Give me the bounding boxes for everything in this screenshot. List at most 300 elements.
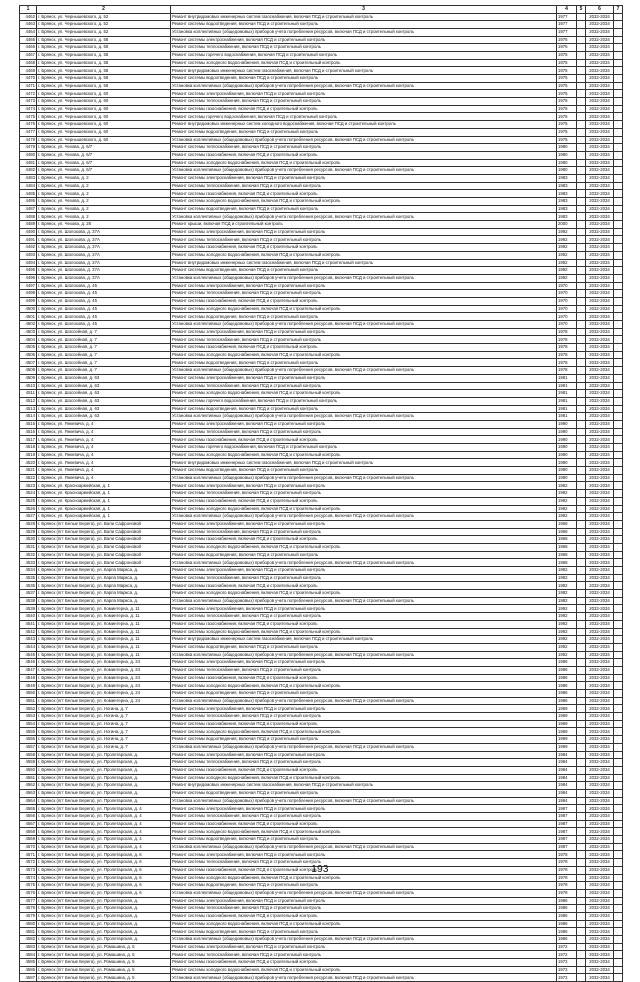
cell-address: г. Брянск (пгт Белые Берега), ул. Карла Маркса, д.: [37, 597, 171, 605]
cell-empty: [577, 98, 586, 106]
cell-number: 4474: [20, 105, 37, 113]
cell-year-built: 1984: [557, 774, 577, 782]
table-row: [20, 82, 623, 90]
cell-address: г. Брянск, ул. Шоссейная, д. 7: [37, 367, 171, 375]
cell-number: 4517: [20, 436, 37, 444]
column-header: 7: [614, 6, 623, 14]
cell-empty: [614, 28, 623, 36]
cell-period: 2032-2034: [586, 528, 614, 536]
cell-empty: [577, 259, 586, 267]
table-row: [20, 690, 623, 698]
cell-year-built: 1990: [557, 459, 577, 467]
cell-empty: [577, 390, 586, 398]
cell-period: 2032-2034: [586, 98, 614, 106]
table-row: [20, 467, 623, 475]
table-row: [20, 943, 623, 951]
cell-year-built: 1977: [557, 28, 577, 36]
cell-empty: [577, 851, 586, 859]
cell-period: 2032-2034: [586, 843, 614, 851]
cell-address: г. Брянск (пгт Белые Берега), ул. Коминтерна, д. 11: [37, 605, 171, 613]
cell-empty: [614, 336, 623, 344]
cell-address: г. Брянск (пгт Белые Берега), ул. Пролетарская, д.: [37, 751, 171, 759]
cell-empty: [577, 328, 586, 336]
cell-address: г. Брянск (пгт Белые Берега), ул. Пролетарская, д. 6: [37, 859, 171, 867]
cell-period: 2032-2034: [586, 820, 614, 828]
cell-number: 4505: [20, 344, 37, 352]
cell-empty: [614, 813, 623, 821]
cell-empty: [577, 713, 586, 721]
cell-empty: [577, 574, 586, 582]
cell-year-built: 1992: [557, 228, 577, 236]
cell-number: 4575: [20, 882, 37, 890]
cell-address: г. Брянск (пгт Белые Берега), ул. Ромашина, д. 5: [37, 974, 171, 982]
cell-period: 2032-2034: [586, 959, 614, 967]
cell-year-built: 1982: [557, 513, 577, 521]
cell-number: 4541: [20, 620, 37, 628]
cell-year-built: 1982: [557, 497, 577, 505]
cell-year-built: 1981: [557, 382, 577, 390]
cell-year-built: 1972: [557, 943, 577, 951]
cell-period: 2032-2034: [586, 321, 614, 329]
cell-number: 4470: [20, 75, 37, 83]
cell-number: 4488: [20, 213, 37, 221]
table-row: [20, 313, 623, 321]
cell-empty: [577, 105, 586, 113]
cell-number: 4467: [20, 51, 37, 59]
cell-empty: [614, 436, 623, 444]
cell-empty: [577, 351, 586, 359]
cell-empty: [577, 943, 586, 951]
cell-year-built: 1975: [557, 75, 577, 83]
cell-number: 4510: [20, 382, 37, 390]
cell-period: 2032-2034: [586, 328, 614, 336]
cell-empty: [577, 643, 586, 651]
table-row: [20, 974, 623, 982]
cell-empty: [614, 105, 623, 113]
cell-work-type: Ремонт системы газоснабжения, включая ПСД и строительный контроль: [171, 190, 557, 198]
cell-address: г. Брянск (пгт Белые Берега), ул. Коминтерна, д. 24: [37, 697, 171, 705]
table-row: [20, 928, 623, 936]
cell-empty: [614, 743, 623, 751]
cell-number: 4563: [20, 789, 37, 797]
cell-empty: [577, 620, 586, 628]
cell-empty: [614, 267, 623, 275]
cell-work-type: Ремонт системы водоотведения, включая ПСД и строительный контроль: [171, 690, 557, 698]
cell-address: г. Брянск, ул. Шоссейная, д. 63: [37, 405, 171, 413]
table-row: [20, 497, 623, 505]
cell-year-built: 1983: [557, 198, 577, 206]
cell-empty: [614, 943, 623, 951]
cell-work-type: Ремонт системы горячего водоснабжения, включая ПСД и строительный контроль: [171, 444, 557, 452]
cell-address: г. Брянск, ул. Шоссейная, д. 63: [37, 382, 171, 390]
cell-work-type: Ремонт внутридомовых инженерных систем газоснабжения, включая ПСД и строительный контроль: [171, 13, 557, 21]
cell-address: г. Брянск, ул. Шоссейная, д. 7: [37, 336, 171, 344]
cell-address: г. Брянск, ул. Янкевича, д. 4: [37, 467, 171, 475]
cell-empty: [577, 920, 586, 928]
cell-work-type: Ремонт системы газоснабжения, включая ПСД и строительный контроль: [171, 866, 557, 874]
cell-address: г. Брянск, ул. Красноармейская, д. 1: [37, 505, 171, 513]
cell-number: 4499: [20, 297, 37, 305]
cell-year-built: 1969: [557, 736, 577, 744]
cell-empty: [577, 636, 586, 644]
cell-work-type: Ремонт крыши, включая ПСД и строительный контроль: [171, 221, 557, 229]
cell-empty: [614, 651, 623, 659]
cell-number: 4524: [20, 490, 37, 498]
cell-address: г. Брянск (пгт Белые Берега), ул. Пролетарская, д.: [37, 782, 171, 790]
cell-empty: [577, 628, 586, 636]
cell-year-built: 1981: [557, 390, 577, 398]
cell-period: 2032-2034: [586, 474, 614, 482]
cell-number: 4479: [20, 144, 37, 152]
cell-number: 4508: [20, 367, 37, 375]
cell-empty: [614, 159, 623, 167]
cell-period: 2032-2034: [586, 374, 614, 382]
cell-work-type: Ремонт системы горячего водоснабжения, включая ПСД и строительный контроль: [171, 397, 557, 405]
cell-period: 2032-2034: [586, 151, 614, 159]
cell-empty: [614, 951, 623, 959]
table-row: [20, 736, 623, 744]
cell-number: 4487: [20, 205, 37, 213]
cell-address: г. Брянск (пгт Белые Берега), ул. Коминтерна, д. 24: [37, 674, 171, 682]
cell-year-built: 1987: [557, 828, 577, 836]
cell-period: 2032-2034: [586, 859, 614, 867]
cell-period: 2032-2034: [586, 697, 614, 705]
cell-empty: [614, 666, 623, 674]
cell-year-built: 1970: [557, 290, 577, 298]
cell-empty: [614, 459, 623, 467]
cell-address: г. Брянск, ул. Шоссейная, д. 63: [37, 397, 171, 405]
cell-address: г. Брянск, ул. Чехова, д. 28: [37, 221, 171, 229]
cell-empty: [614, 936, 623, 944]
cell-year-built: 1983: [557, 182, 577, 190]
cell-period: 2032-2034: [586, 866, 614, 874]
cell-year-built: 1978: [557, 851, 577, 859]
cell-empty: [614, 497, 623, 505]
cell-empty: [614, 912, 623, 920]
column-header: 6: [586, 6, 614, 14]
cell-address: г. Брянск (пгт Белые Берега), ул. Ромашина, д. 5: [37, 943, 171, 951]
cell-period: 2032-2034: [586, 674, 614, 682]
cell-number: 4545: [20, 651, 37, 659]
table-row: [20, 474, 623, 482]
cell-year-built: 1978: [557, 344, 577, 352]
cell-empty: [614, 490, 623, 498]
cell-year-built: 1968: [557, 536, 577, 544]
cell-address: г. Брянск (пгт Белые Берега), ул. Коминтерна, д. 24: [37, 659, 171, 667]
cell-number: 4566: [20, 813, 37, 821]
cell-empty: [577, 559, 586, 567]
cell-period: 2032-2034: [586, 159, 614, 167]
cell-empty: [577, 966, 586, 974]
cell-year-built: 1981: [557, 413, 577, 421]
table-row: [20, 920, 623, 928]
cell-year-built: 1992: [557, 605, 577, 613]
cell-address: г. Брянск, ул. Янкевича, д. 4: [37, 436, 171, 444]
cell-work-type: Установка коллективных (общедомовых) приборов учета потребления ресурсов, включая ПСД и строительный контроль: [171, 513, 557, 521]
cell-empty: [614, 520, 623, 528]
cell-period: 2032-2034: [586, 928, 614, 936]
cell-year-built: 1992: [557, 628, 577, 636]
cell-address: г. Брянск, ул. Чернышевского, д. 60: [37, 105, 171, 113]
cell-year-built: 1986: [557, 928, 577, 936]
table-row: [20, 874, 623, 882]
cell-work-type: Ремонт системы электроснабжения, включая ПСД и строительный контроль: [171, 228, 557, 236]
cell-work-type: Установка коллективных (общедомовых) приборов учета потребления ресурсов, включая ПСД и строительный контроль: [171, 797, 557, 805]
cell-empty: [614, 697, 623, 705]
cell-number: 4491: [20, 236, 37, 244]
cell-empty: [614, 282, 623, 290]
table-row: [20, 336, 623, 344]
cell-year-built: 1986: [557, 905, 577, 913]
cell-empty: [577, 113, 586, 121]
cell-address: г. Брянск (пгт Белые Берега), ул. Ногина, д. 7: [37, 705, 171, 713]
cell-empty: [577, 928, 586, 936]
cell-year-built: 1969: [557, 713, 577, 721]
cell-period: 2032-2034: [586, 182, 614, 190]
cell-number: 4543: [20, 636, 37, 644]
cell-address: г. Брянск, ул. Чернышевского, д. 52: [37, 13, 171, 21]
cell-address: г. Брянск, ул. Шолохова, д. 45: [37, 313, 171, 321]
table-row: [20, 397, 623, 405]
cell-year-built: 1975: [557, 105, 577, 113]
cell-number: 4536: [20, 582, 37, 590]
cell-work-type: Ремонт системы холодного водоснабжения, включая ПСД и строительный контроль: [171, 305, 557, 313]
cell-period: 2032-2034: [586, 359, 614, 367]
cell-work-type: Ремонт системы теплоснабжения, включая ПСД и строительный контроль: [171, 905, 557, 913]
cell-number: 4472: [20, 90, 37, 98]
table-row: [20, 51, 623, 59]
cell-empty: [577, 613, 586, 621]
cell-empty: [577, 213, 586, 221]
cell-year-built: 1968: [557, 520, 577, 528]
cell-address: г. Брянск (пгт Белые Берега), ул. Ногина, д. 7: [37, 713, 171, 721]
cell-address: г. Брянск (пгт Белые Берега), ул. Пролетарская, д. 4: [37, 843, 171, 851]
cell-work-type: Установка коллективных (общедомовых) приборов учета потребления ресурсов, включая ПСД и строительный контроль: [171, 889, 557, 897]
cell-year-built: 1984: [557, 782, 577, 790]
cell-empty: [577, 651, 586, 659]
cell-work-type: Ремонт системы газоснабжения, включая ПСД и строительный контроль: [171, 582, 557, 590]
cell-period: 2032-2034: [586, 221, 614, 229]
cell-empty: [577, 789, 586, 797]
cell-address: г. Брянск, ул. Шолохова, д. 37А: [37, 259, 171, 267]
cell-empty: [614, 390, 623, 398]
cell-year-built: 1978: [557, 328, 577, 336]
cell-address: г. Брянск (пгт Белые Берега), ул. Пролетарская, д. 6: [37, 851, 171, 859]
cell-work-type: Ремонт системы холодного водоснабжения, включая ПСД и строительный контроль: [171, 874, 557, 882]
cell-work-type: Ремонт системы теплоснабжения, включая ПСД и строительный контроль: [171, 182, 557, 190]
table-row: [20, 551, 623, 559]
cell-period: 2032-2034: [586, 951, 614, 959]
cell-year-built: 1990: [557, 420, 577, 428]
cell-year-built: 1986: [557, 697, 577, 705]
table-row: [20, 751, 623, 759]
cell-work-type: Ремонт системы газоснабжения, включая ПСД и строительный контроль: [171, 959, 557, 967]
cell-work-type: Ремонт системы холодного водоснабжения, включая ПСД и строительный контроль: [171, 198, 557, 206]
cell-address: г. Брянск, ул. Шоссейная, д. 63: [37, 413, 171, 421]
cell-empty: [614, 713, 623, 721]
cell-number: 4500: [20, 305, 37, 313]
cell-empty: [577, 467, 586, 475]
cell-period: 2032-2034: [586, 897, 614, 905]
cell-address: г. Брянск, ул. Янкевича, д. 4: [37, 444, 171, 452]
cell-empty: [577, 936, 586, 944]
cell-empty: [577, 290, 586, 298]
cell-work-type: Ремонт системы электроснабжения, включая ПСД и строительный контроль: [171, 567, 557, 575]
cell-address: г. Брянск (пгт Белые Берега), ул. Пролетарская, д.: [37, 905, 171, 913]
cell-year-built: 1992: [557, 267, 577, 275]
cell-year-built: 1987: [557, 836, 577, 844]
cell-number: 4520: [20, 459, 37, 467]
cell-number: 4529: [20, 528, 37, 536]
cell-year-built: 1978: [557, 859, 577, 867]
table-row: [20, 28, 623, 36]
cell-empty: [577, 690, 586, 698]
table-row: [20, 505, 623, 513]
table-row: [20, 67, 623, 75]
cell-year-built: 1990: [557, 428, 577, 436]
cell-empty: [614, 113, 623, 121]
cell-empty: [614, 751, 623, 759]
cell-year-built: 1992: [557, 636, 577, 644]
cell-empty: [577, 889, 586, 897]
cell-address: г. Брянск (пгт Белые Берега), ул. Коминтерна, д. 11: [37, 643, 171, 651]
cell-year-built: 1990: [557, 444, 577, 452]
cell-address: г. Брянск, ул. Чернышевского, д. 58: [37, 44, 171, 52]
cell-number: 4571: [20, 851, 37, 859]
cell-number: 4569: [20, 836, 37, 844]
table-row: [20, 820, 623, 828]
cell-period: 2032-2034: [586, 274, 614, 282]
cell-address: г. Брянск, ул. Янкевича, д. 4: [37, 451, 171, 459]
cell-period: 2032-2034: [586, 690, 614, 698]
cell-period: 2032-2034: [586, 290, 614, 298]
cell-work-type: Ремонт системы холодного водоснабжения, включая ПСД и строительный контроль: [171, 251, 557, 259]
cell-work-type: Ремонт системы теплоснабжения, включая ПСД и строительный контроль: [171, 490, 557, 498]
table-row: [20, 274, 623, 282]
cell-year-built: 1987: [557, 820, 577, 828]
cell-period: 2032-2034: [586, 851, 614, 859]
cell-empty: [614, 244, 623, 252]
cell-empty: [577, 428, 586, 436]
cell-work-type: Ремонт системы газоснабжения, включая ПСД и строительный контроль: [171, 497, 557, 505]
table-row: [20, 828, 623, 836]
cell-year-built: 1978: [557, 351, 577, 359]
table-row: [20, 520, 623, 528]
cell-period: 2032-2034: [586, 813, 614, 821]
cell-empty: [614, 190, 623, 198]
cell-work-type: Ремонт системы газоснабжения, включая ПСД и строительный контроль: [171, 436, 557, 444]
cell-period: 2032-2034: [586, 974, 614, 982]
cell-period: 2032-2034: [586, 336, 614, 344]
cell-number: 4528: [20, 520, 37, 528]
cell-number: 4518: [20, 444, 37, 452]
cell-work-type: Ремонт внутридомовых инженерных систем газоснабжения, включая ПСД и строительный контроль: [171, 636, 557, 644]
cell-number: 4578: [20, 905, 37, 913]
cell-year-built: 1980: [557, 159, 577, 167]
cell-empty: [614, 690, 623, 698]
table-row: [20, 36, 623, 44]
cell-number: 4516: [20, 428, 37, 436]
cell-empty: [577, 297, 586, 305]
table-row: [20, 543, 623, 551]
cell-period: 2032-2034: [586, 682, 614, 690]
cell-empty: [577, 21, 586, 29]
cell-number: 4481: [20, 159, 37, 167]
table-row: [20, 167, 623, 175]
cell-work-type: Ремонт системы электроснабжения, включая ПСД и строительный контроль: [171, 851, 557, 859]
cell-address: г. Брянск, ул. Чехова, д. 2: [37, 205, 171, 213]
column-header: 2: [37, 6, 171, 14]
cell-empty: [577, 974, 586, 982]
cell-address: г. Брянск, ул. Чехова, д. 6/7: [37, 151, 171, 159]
cell-empty: [614, 297, 623, 305]
cell-empty: [614, 228, 623, 236]
cell-address: г. Брянск (пгт Белые Берега), ул. Вали Сафроновой: [37, 520, 171, 528]
table-row: [20, 405, 623, 413]
table-row: [20, 951, 623, 959]
cell-work-type: Установка коллективных (общедомовых) приборов учета потребления ресурсов, включая ПСД и строительный контроль: [171, 597, 557, 605]
cell-address: г. Брянск, ул. Красноармейская, д. 1: [37, 513, 171, 521]
cell-number: 4561: [20, 774, 37, 782]
column-header: 5: [577, 6, 586, 14]
cell-empty: [614, 467, 623, 475]
table-row: [20, 213, 623, 221]
cell-period: 2032-2034: [586, 751, 614, 759]
cell-address: г. Брянск (пгт Белые Берега), ул. Вали Сафроновой: [37, 536, 171, 544]
cell-empty: [614, 605, 623, 613]
cell-year-built: 1975: [557, 121, 577, 129]
cell-address: г. Брянск, ул. Шолохова, д. 45: [37, 282, 171, 290]
table-row: [20, 813, 623, 821]
cell-empty: [614, 236, 623, 244]
cell-work-type: Ремонт системы горячего водоснабжения, включая ПСД и строительный контроль: [171, 51, 557, 59]
cell-period: 2032-2034: [586, 75, 614, 83]
table-row: [20, 797, 623, 805]
table-row: [20, 613, 623, 621]
cell-empty: [614, 736, 623, 744]
cell-empty: [577, 28, 586, 36]
cell-work-type: Установка коллективных (общедомовых) приборов учета потребления ресурсов, включая ПСД и строительный контроль: [171, 474, 557, 482]
cell-empty: [577, 551, 586, 559]
cell-address: г. Брянск, ул. Чернышевского, д. 60: [37, 136, 171, 144]
cell-empty: [577, 720, 586, 728]
cell-empty: [614, 974, 623, 982]
cell-number: 4507: [20, 359, 37, 367]
cell-empty: [577, 198, 586, 206]
cell-empty: [577, 367, 586, 375]
cell-number: 4538: [20, 597, 37, 605]
cell-address: г. Брянск (пгт Белые Берега), ул. Пролетарская, д. 4: [37, 805, 171, 813]
cell-year-built: 1984: [557, 766, 577, 774]
table-row: [20, 843, 623, 851]
cell-work-type: Ремонт системы холодного водоснабжения, включая ПСД и строительный контроль: [171, 543, 557, 551]
cell-empty: [577, 882, 586, 890]
cell-empty: [577, 444, 586, 452]
cell-number: 4527: [20, 513, 37, 521]
cell-address: г. Брянск, ул. Чернышевского, д. 58: [37, 67, 171, 75]
cell-address: г. Брянск (пгт Белые Берега), ул. Вали Сафроновой: [37, 559, 171, 567]
cell-number: 4483: [20, 174, 37, 182]
cell-empty: [614, 597, 623, 605]
cell-period: 2032-2034: [586, 543, 614, 551]
table-row: [20, 159, 623, 167]
table-row: [20, 128, 623, 136]
cell-empty: [614, 167, 623, 175]
table-row: [20, 351, 623, 359]
cell-number: 4534: [20, 567, 37, 575]
cell-number: 4494: [20, 259, 37, 267]
cell-empty: [614, 505, 623, 513]
